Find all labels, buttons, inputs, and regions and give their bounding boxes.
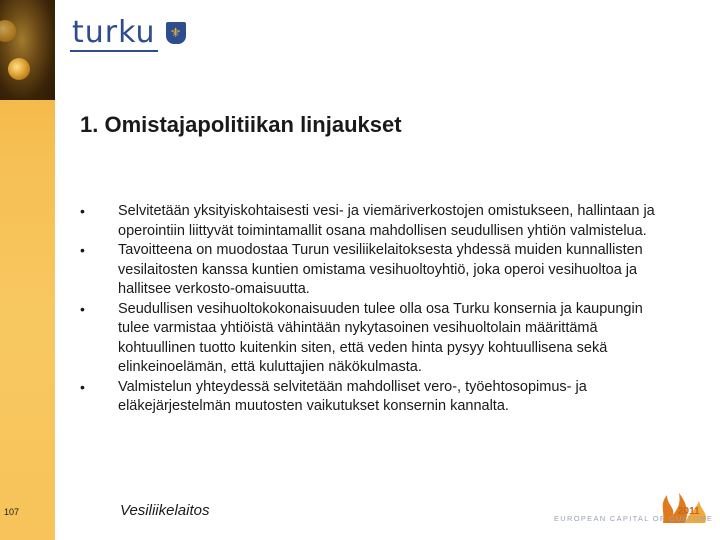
bullet-text: Seudullisen vesihuoltokokonaisuuden tulee olla osa Turku konsernia ja kaupungin tulee varmistaa yhtiöistä vähintään nykytasoinen vesihuoltolain määrittämä kohtuullinen tuotto kuitenkin siten, että veden hinta pysyy kohtuullisena sekä elinkeinoelämän, että kuluttajien näkökulmasta. <box>118 300 643 375</box>
bullet-item <box>80 202 660 241</box>
lantern-light <box>0 20 16 42</box>
page-number: 107 <box>4 507 20 517</box>
city-crest-icon: ⚜ <box>166 22 186 44</box>
bullet-icon: • <box>80 378 85 395</box>
lantern-light <box>8 58 30 80</box>
bullet-item <box>80 300 660 378</box>
sidebar-photo <box>0 0 55 100</box>
bullet-item <box>80 241 660 300</box>
bullet-text: Selvitetään yksityiskohtaisesti vesi- ja viemäriverkostojen omistukseen, hallintaan ja operointiin liittyvät toimintamallit osana mahdollisen seudullisen yhtiön valmistelua. <box>118 203 655 239</box>
bullet-text: Valmistelun yhteydessä selvitetään mahdolliset vero-, työehtosopimus- ja eläkejärjestelmän muutosten vaikutukset konsernin kannalta. <box>118 378 587 414</box>
ecoc-year: 2011 <box>678 506 700 517</box>
logo-text: turku <box>72 14 156 50</box>
bullet-icon: • <box>80 203 85 219</box>
bullet-text: Tavoitteena on muodostaa Turun vesiliikelaitoksesta yhdessä muiden kunnallisten vesilaitosten kanssa kuntien omistama vesihuoltoyhtiö, joka operoi vesihuoltoa ja hallitsee verkosto-omaisuutta. <box>118 242 643 297</box>
bullet-list <box>80 202 660 417</box>
ecoc-label: EUROPEAN CAPITAL OF CULTURE <box>554 514 714 523</box>
side-decoration-bar <box>0 0 55 540</box>
footer-department: Vesiliikelaitos <box>120 502 210 519</box>
bullet-icon: • <box>80 300 85 317</box>
slide-title: 1. Omistajapolitiikan linjaukset <box>80 112 402 137</box>
bullet-icon: • <box>80 242 85 258</box>
bullet-item <box>80 378 660 417</box>
turku-logo <box>70 14 186 50</box>
